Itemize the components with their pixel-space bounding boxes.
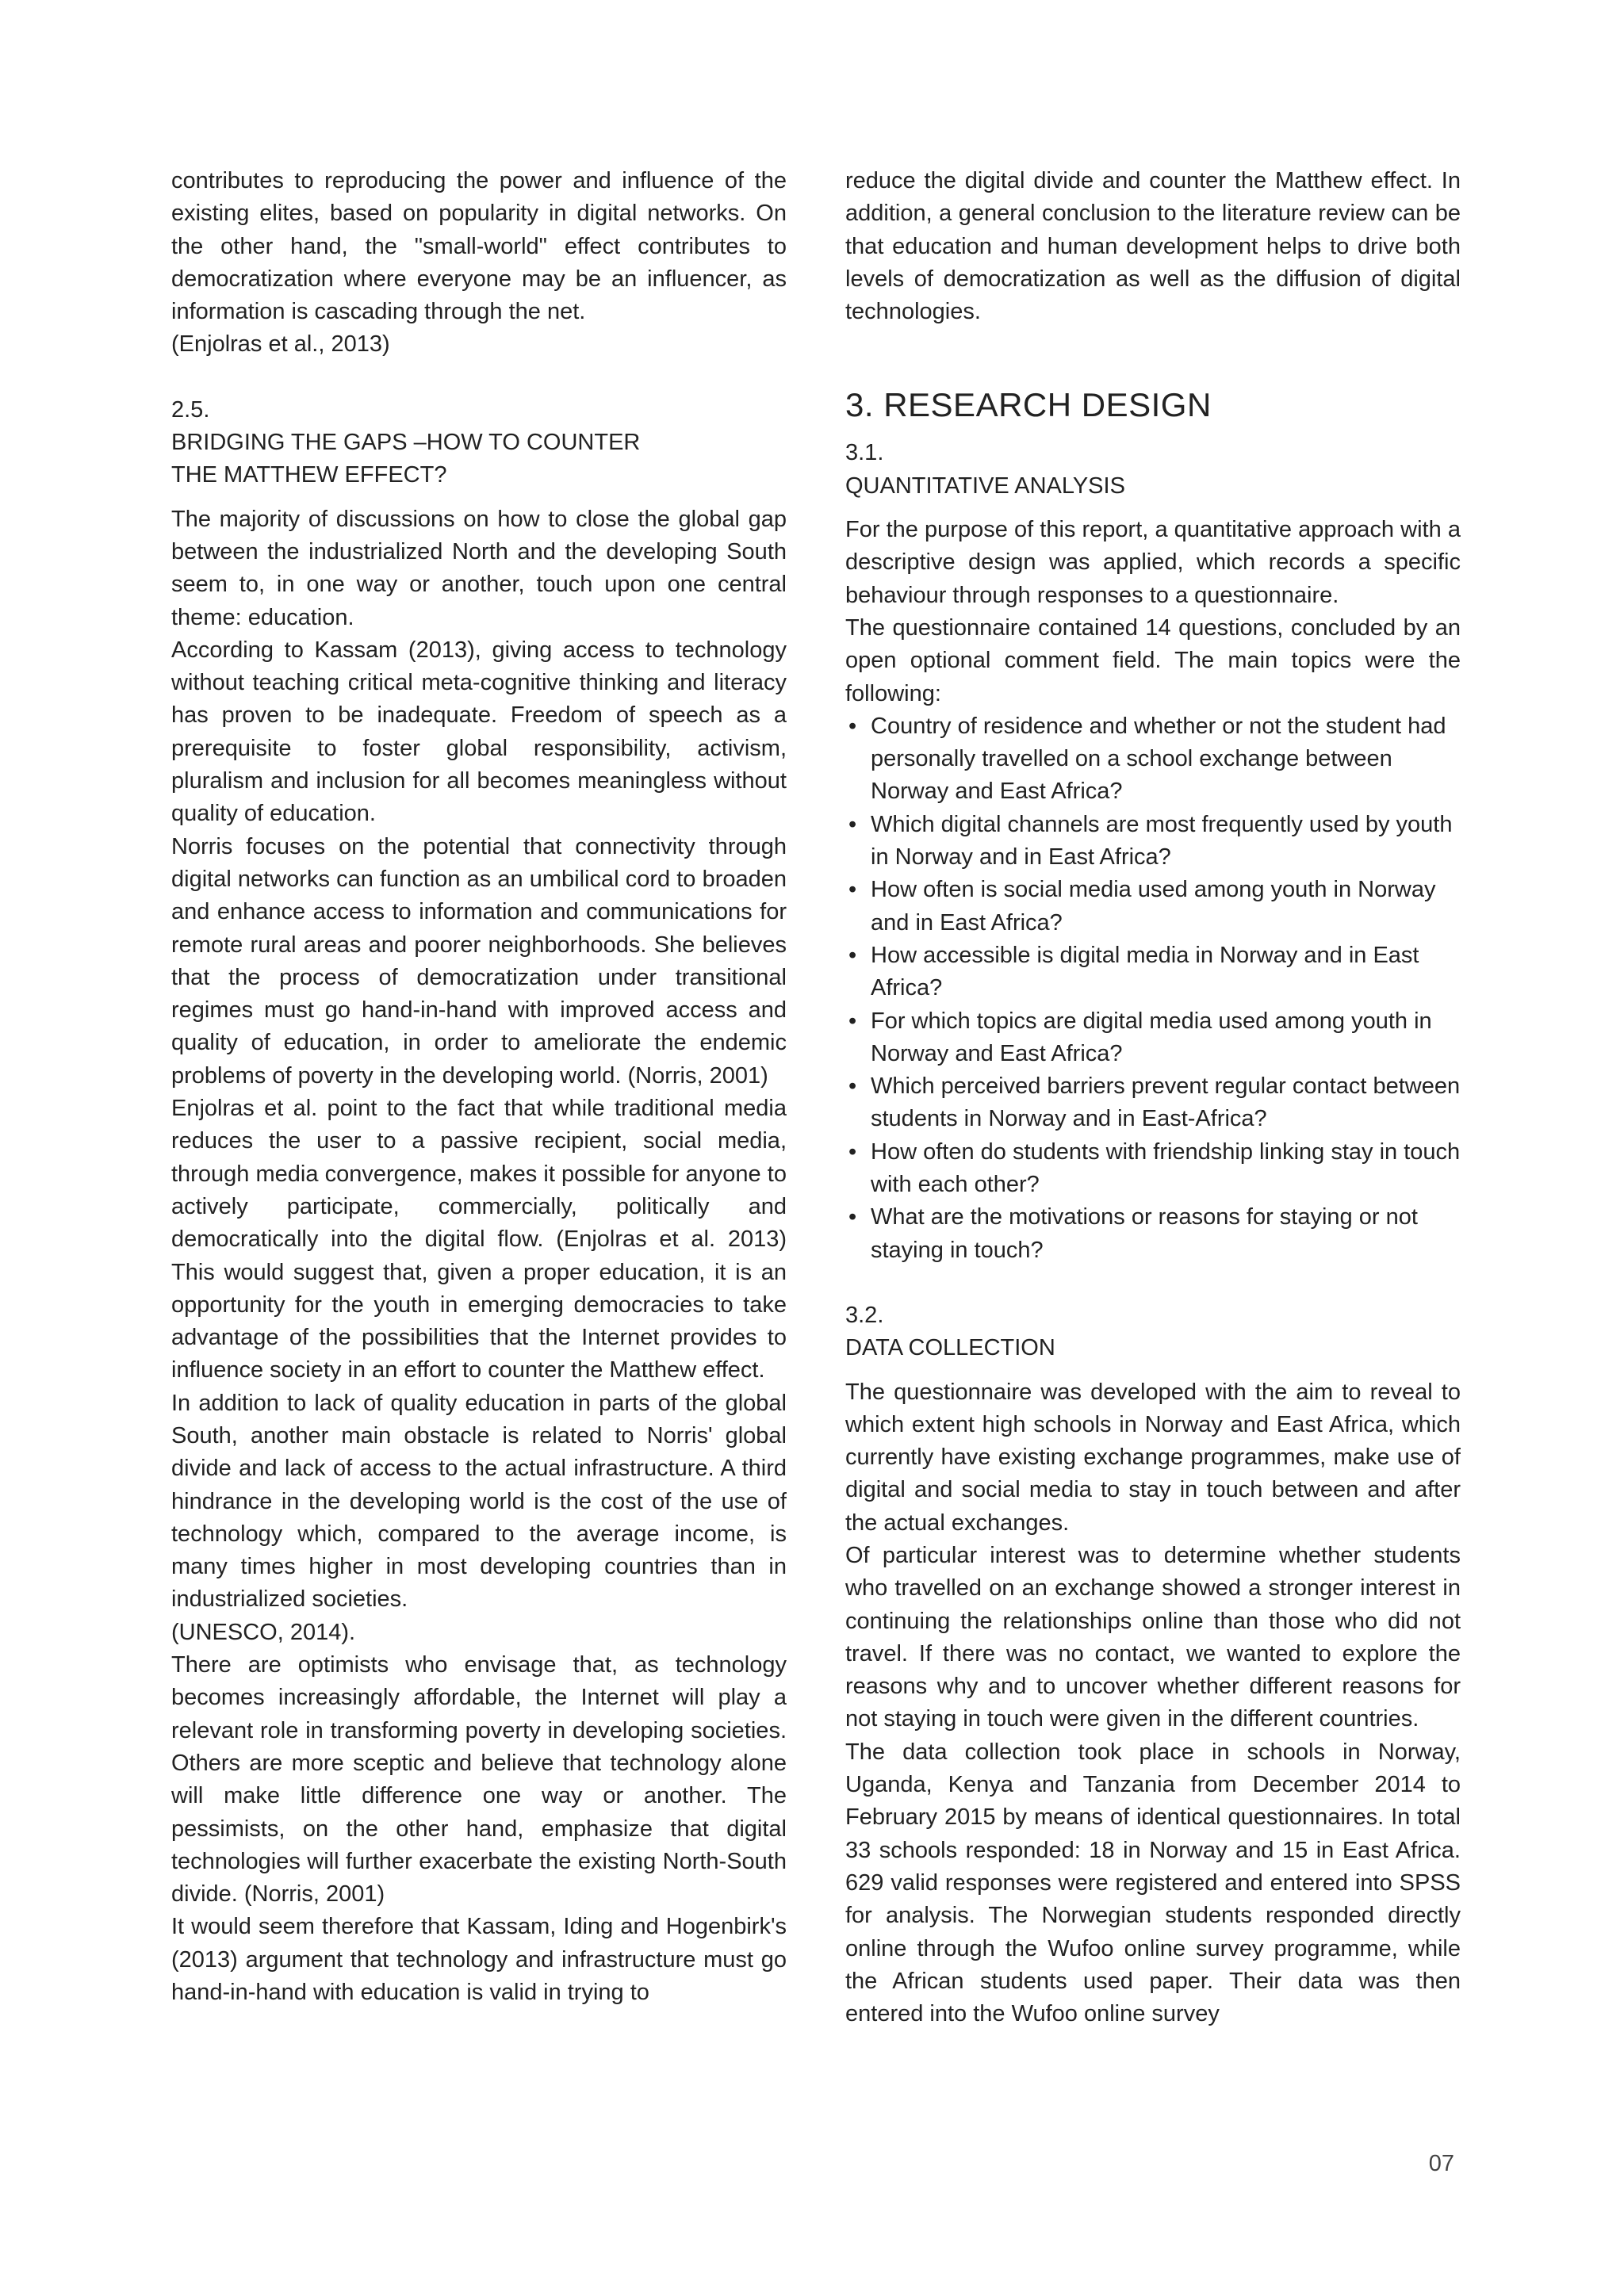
section-3-2-paragraph: The questionnaire was developed with the aim to reveal to which extent high schools in Norway and East Africa, which currently have existing exchange programmes, make use of digital and social media to stay in touch between and after the actual exchanges. bbox=[845, 1379, 1461, 1536]
list-item bbox=[845, 1005, 1461, 1071]
list-item-text: Which perceived barriers prevent regular contact between students in Norway and in East-Africa? bbox=[871, 1073, 1461, 1132]
section-2-5-citation: (UNESCO, 2014). bbox=[171, 1619, 356, 1645]
section-3-2-paragraph: Of particular interest was to determine whether students who travelled on an exchange showed a stronger interest in continuing the relationships online than those who did not travel. If there was no contact, we wanted to explore the reasons why and to uncover whether different reasons for not staying in touch were given in the different countries. bbox=[845, 1542, 1461, 1732]
list-item-text: How often do students with friendship linking stay in touch with each other? bbox=[871, 1138, 1461, 1198]
section-2-5-number: 2.5. bbox=[171, 396, 210, 423]
section-2-5-paragraph: According to Kassam (2013), giving access to technology without teaching critical meta-cognitive thinking and literacy has proven to be inadequate. Freedom of speech as a prerequisite to foster global responsibility, activism, pluralism and inclusion for all becomes meaningless without quality of education. bbox=[171, 637, 787, 827]
section-3-2-title: DATA COLLECTION bbox=[845, 1335, 1055, 1361]
continuation-paragraph: reduce the digital divide and counter the Matthew effect. In addition, a general conclusion to the literature review can be that education and human development helps to drive both levels of democratization as well as the diffusion of digital technologies. bbox=[845, 168, 1461, 325]
list-item-text: How often is social media used among youth in Norway and in East Africa? bbox=[871, 877, 1436, 936]
section-3-1-number: 3.1. bbox=[845, 440, 884, 466]
bullet-icon: • bbox=[848, 877, 857, 903]
section-2-5-title-line1: BRIDGING THE GAPS –HOW TO COUNTER bbox=[171, 430, 641, 456]
bullet-icon: • bbox=[848, 1204, 857, 1230]
section-2-5-paragraph: In addition to lack of quality education in parts of the global South, another main obstacle is related to Norris' global divide and lack of access to the actual infrastructure. A third hindrance in the developing world is the cost of the use of technology which, compared to the average income, is many times higher in most developing countries than in industrialized societies. bbox=[171, 1390, 787, 1613]
list-item-text: For which topics are digital media used among youth in Norway and East Africa? bbox=[871, 1008, 1432, 1066]
list-item-text: Country of residence and whether or not the student had personally travelled on a school exchange between Norway and East Africa? bbox=[871, 713, 1446, 805]
section-3-2-number: 3.2. bbox=[845, 1302, 884, 1328]
list-item bbox=[845, 1070, 1461, 1136]
list-item-text: How accessible is digital media in Norway and in East Africa? bbox=[871, 942, 1419, 1001]
section-3-1-title: QUANTITATIVE ANALYSIS bbox=[845, 473, 1125, 499]
section-2-5-paragraph: The majority of discussions on how to close the global gap between the industrialized North and the developing South seem to, in one way or another, touch upon one central theme: education. bbox=[171, 506, 787, 630]
bullet-icon: • bbox=[848, 1073, 857, 1100]
section-2-5-title-line2: THE MATTHEW EFFECT? bbox=[171, 462, 447, 488]
left-column bbox=[171, 165, 787, 2009]
section-2-5-paragraph: Enjolras et al. point to the fact that while traditional media reduces the user to a passive recipient, social media, through media convergence, makes it possible for anyone to actively participate, commercially, politically and democratically into the digital flow. (Enjolras et al. 2013) This would suggest that, given a proper education, it is an opportunity for the youth in emerging democracies to take advantage of the possibilities that the Internet provides to influence society in an effort to counter the Matthew effect. bbox=[171, 1096, 787, 1383]
bullet-icon: • bbox=[848, 942, 857, 968]
section-3-2-paragraph: The data collection took place in schools in Norway, Uganda, Kenya and Tanzania from December 2014 to February 2015 by means of identical questionnaires. In total 33 schools responded: 18 in Norway and 15 in East Africa. 629 valid responses were registered and entered into SPSS for analysis. The Norwegian students responded directly online through the Wufoo online survey programme, while the African students used paper. Their data was then entered into the Wufoo online survey bbox=[845, 1739, 1461, 2027]
bullet-icon: • bbox=[848, 713, 857, 739]
list-item bbox=[845, 874, 1461, 939]
list-item bbox=[845, 1136, 1461, 1202]
intro-citation: (Enjolras et al., 2013) bbox=[171, 331, 390, 358]
section-3-heading: 3. RESEARCH DESIGN bbox=[845, 386, 1212, 424]
list-item bbox=[845, 939, 1461, 1005]
list-item-text: What are the motivations or reasons for staying or not staying in touch? bbox=[871, 1204, 1418, 1263]
list-item bbox=[845, 809, 1461, 874]
section-2-5-paragraph: Norris focuses on the potential that connectivity through digital networks can function as an umbilical cord to broaden and enhance access to information and communications for remote rural areas and poorer neighborhoods. She believes that the process of democratization under transitional regimes must go hand-in-hand with improved access and quality of education, in order to ameliorate the endemic problems of poverty in the developing world. (Norris, 2001) bbox=[171, 833, 787, 1089]
topics-list bbox=[845, 710, 1461, 1267]
bullet-icon: • bbox=[848, 1138, 857, 1165]
section-2-5-paragraph: There are optimists who envisage that, as technology becomes increasingly affordable, the Internet will play a relevant role in transforming poverty in developing societies. Others are more sceptic and believe that technology alone will make little difference one way or another. The pessimists, on the other hand, emphasize that digital technologies will further exacerbate the existing North-South divide. (Norris, 2001) bbox=[171, 1652, 787, 1908]
section-2-5-paragraph: It would seem therefore that Kassam, Iding and Hogenbirk's (2013) argument that technology and infrastructure must go hand-in-hand with education is valid in trying to bbox=[171, 1914, 787, 2006]
list-item bbox=[845, 1201, 1461, 1267]
section-3-1-paragraph: For the purpose of this report, a quantitative approach with a descriptive design was applied, which records a specific behaviour through responses to a questionnaire. bbox=[845, 517, 1461, 608]
bullet-icon: • bbox=[848, 811, 857, 837]
page-number: 07 bbox=[1428, 2151, 1454, 2176]
right-column bbox=[845, 165, 1461, 2030]
list-item-text: Which digital channels are most frequently used by youth in Norway and in East Africa? bbox=[871, 811, 1453, 871]
list-item bbox=[845, 710, 1461, 809]
intro-paragraph: contributes to reproducing the power and influence of the existing elites, based on popularity in digital networks. On the other hand, the "small-world" effect contributes to democratization where everyone may be an influencer, as information is cascading through the net. bbox=[171, 168, 787, 325]
bullet-icon: • bbox=[848, 1008, 857, 1034]
section-3-1-paragraph: The questionnaire contained 14 questions, concluded by an open optional comment field. The main topics were the following: bbox=[845, 614, 1461, 706]
